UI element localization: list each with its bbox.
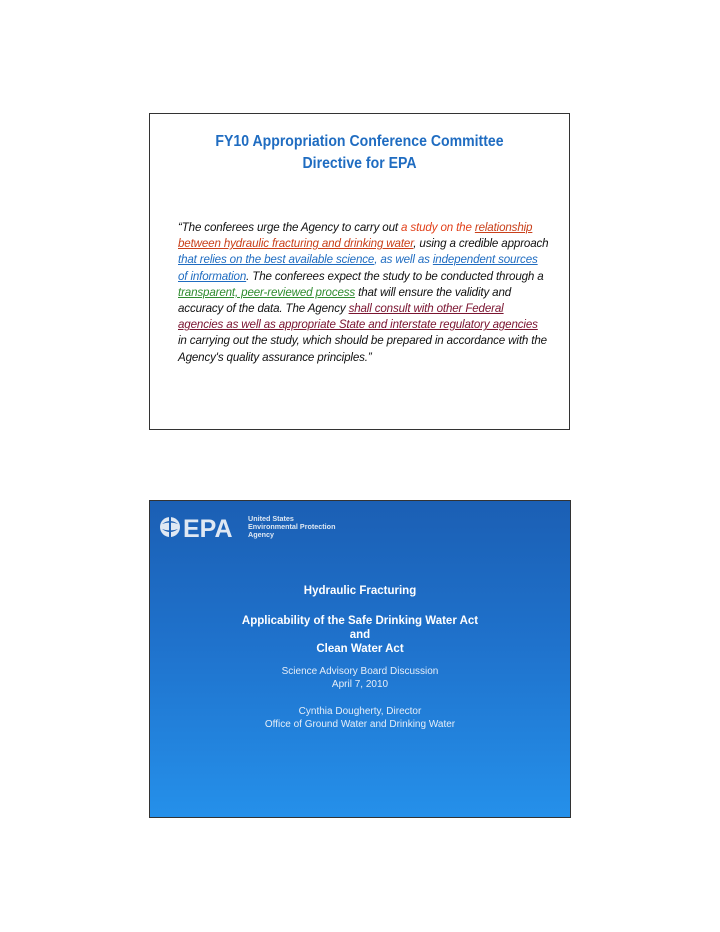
slide-directive xyxy=(149,113,570,430)
agency-name-line-2: Environmental Protection xyxy=(248,522,336,532)
slide-title xyxy=(175,131,544,175)
epa-wordmark: EPA xyxy=(183,515,233,542)
presentation-subtitle xyxy=(150,614,570,656)
quote-highlight-relationship: relationship between hydraulic fracturing and drinking water xyxy=(178,221,533,251)
quote-text: that will ensure the validity and accuracy of the data. The Agency xyxy=(178,285,512,316)
quote-highlight-study: a study on the xyxy=(401,221,475,234)
presenter-office: Office of Ground Water and Drinking Water xyxy=(264,719,456,730)
quote-highlight-as-well-as: , as well as xyxy=(374,253,433,267)
presenter-info xyxy=(150,705,570,731)
agency-name-line-1: United States xyxy=(248,514,294,524)
event-info xyxy=(150,665,570,691)
presenter-name: Cynthia Dougherty, Director xyxy=(298,706,422,717)
agency-name xyxy=(248,515,335,538)
directive-quote xyxy=(178,220,549,366)
quote-text: . The conferees expect the study to be conducted through a xyxy=(246,269,544,283)
agency-name-line-3: Agency xyxy=(248,529,274,539)
quote-text: “The conferees urge the Agency to carry out xyxy=(178,221,402,234)
subtitle-line-1: Applicability of the Safe Drinking Water Act xyxy=(241,615,479,627)
event-name: Science Advisory Board Discussion xyxy=(281,666,439,677)
subtitle-line-2: and xyxy=(349,629,371,641)
epa-logo xyxy=(158,509,335,545)
quote-highlight-consult: shall consult with other Federal agencies as well as appropriate State and interstate regulatory agencies xyxy=(178,302,538,332)
event-date: April 7, 2010 xyxy=(331,679,389,690)
subtitle-line-3: Clean Water Act xyxy=(316,643,404,655)
quote-highlight-process: transparent, peer-reviewed process xyxy=(178,285,356,299)
quote-highlight-science: that relies on the best available science xyxy=(178,253,375,267)
quote-highlight-independent-sources: independent sources of information xyxy=(178,253,538,283)
title-line-2: Directive for EPA xyxy=(302,155,417,172)
quote-text: , using a credible approach xyxy=(413,237,549,251)
presentation-heading: Hydraulic Fracturing xyxy=(303,585,417,597)
slide-title-epa xyxy=(149,500,571,818)
quote-text: in carrying out the study, which should be prepared in accordance with the Agency's quality assurance principles.” xyxy=(178,334,547,364)
title-line-1: FY10 Appropriation Conference Committee xyxy=(215,133,504,150)
epa-flower-icon xyxy=(158,512,244,542)
